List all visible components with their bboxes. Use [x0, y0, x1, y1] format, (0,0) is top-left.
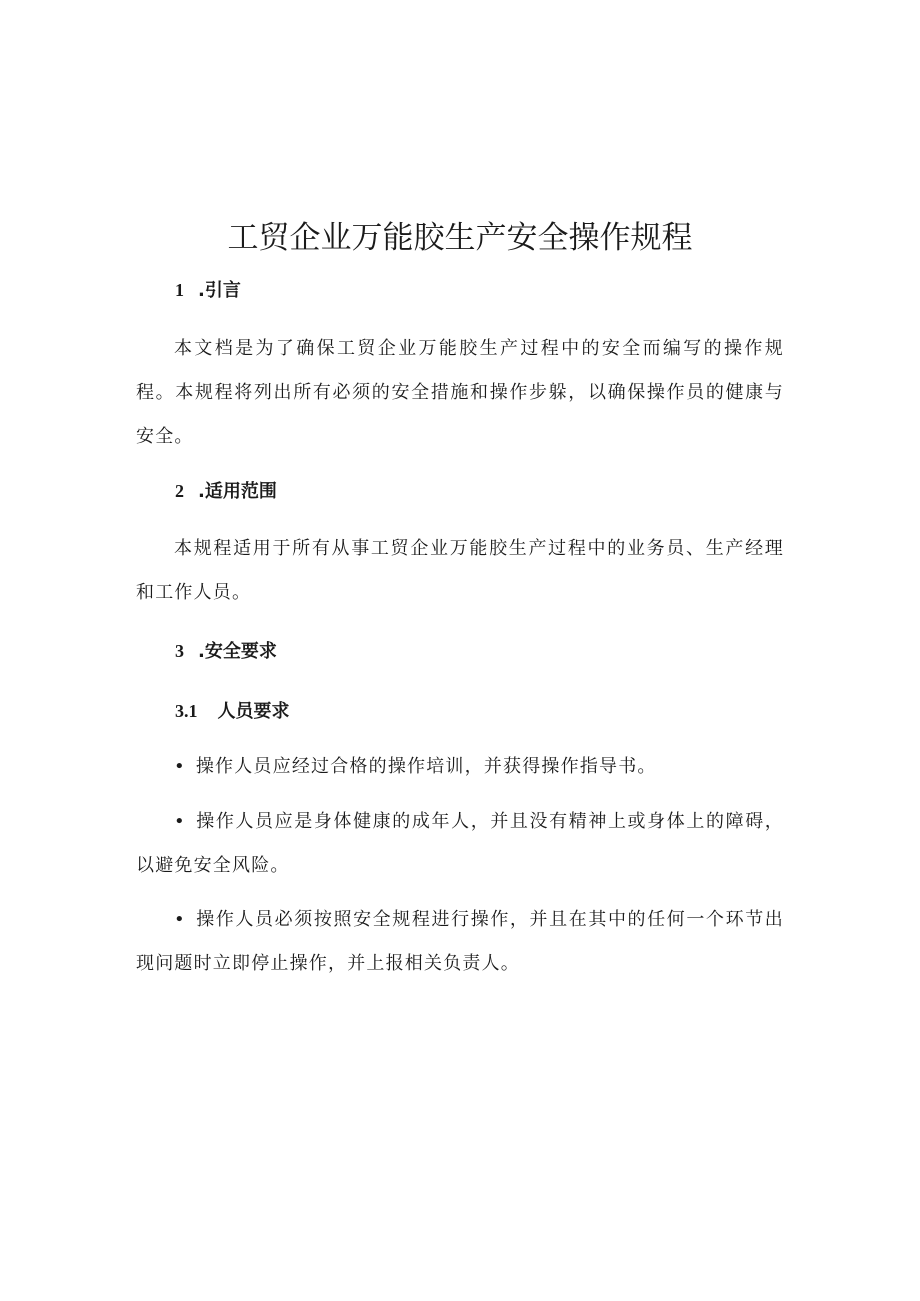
section-3-title: .安全要求	[198, 641, 277, 662]
bullet-item-text: 操作人员应是身体健康的成年人，并且没有精神上或身体上的障碍，以避免安全风险。	[136, 811, 784, 876]
section-2-paragraph: 本规程适用于所有从事工贸企业万能胶生产过程中的业务员、生产经理和工作人员。	[136, 538, 784, 603]
document-title: 工贸企业万能胶生产安全操作规程	[227, 220, 693, 256]
subsection-3-1-title: 人员要求	[217, 701, 290, 722]
bullet-icon: •	[174, 756, 186, 777]
section-1-heading	[175, 277, 241, 304]
bullet-item-text: 操作人员应经过合格的操作培训，并获得操作指导书。	[195, 756, 657, 777]
bullet-item-text: 操作人员必须按照安全规程进行操作，并且在其中的任何一个环节出现问题时立即停止操作，并上报相关负责人。	[136, 909, 784, 974]
section-1-paragraph: 本文档是为了确保工贸企业万能胶生产过程中的安全而编写的操作规程。本规程将列出所有必须的安全措施和操作步躲，以确保操作员的健康与安全。	[136, 338, 784, 447]
section-2-title: .适用范围	[198, 481, 277, 502]
bullet-item	[136, 800, 784, 888]
section-3-heading	[175, 638, 277, 665]
subsection-3-1-heading	[175, 698, 290, 725]
bullet-item	[136, 898, 784, 986]
section-1-title: .引言	[198, 280, 241, 301]
section-2-number: 2	[175, 481, 184, 501]
bullet-item	[136, 745, 784, 789]
section-3-number: 3	[175, 641, 184, 661]
bullet-icon: •	[174, 909, 186, 930]
section-2-heading	[175, 478, 277, 505]
subsection-3-1-number: 3.1	[175, 701, 198, 721]
bullet-icon: •	[174, 811, 186, 832]
section-1-number: 1	[175, 280, 184, 300]
